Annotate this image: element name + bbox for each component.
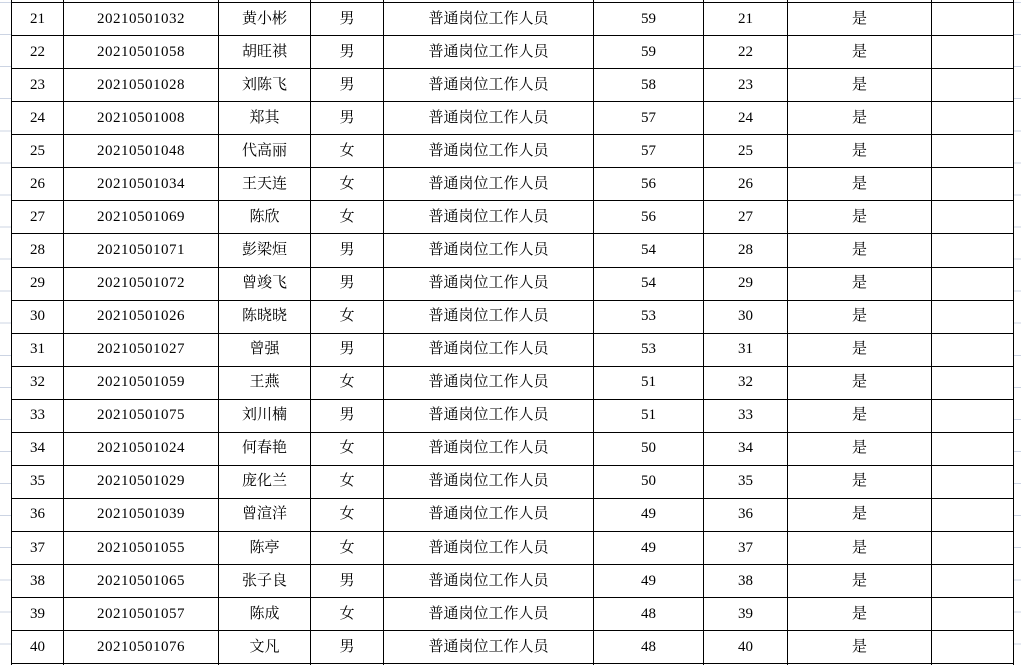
cell-rank[interactable]: 40: [704, 631, 788, 664]
cell-rank[interactable]: 29: [704, 267, 788, 300]
cell-index[interactable]: 27: [12, 201, 64, 234]
cell-name[interactable]: 文凡: [219, 631, 311, 664]
table-row: [12, 532, 1014, 565]
cell-exam_id[interactable]: 20210501048: [64, 135, 219, 168]
cell-position[interactable]: 普通岗位工作人员: [384, 267, 594, 300]
cell-position[interactable]: 普通岗位工作人员: [384, 366, 594, 399]
cell-gender[interactable]: 女: [311, 300, 384, 333]
cell-position[interactable]: 普通岗位工作人员: [384, 69, 594, 102]
table-row: [12, 432, 1014, 465]
cell-index[interactable]: 28: [12, 234, 64, 267]
cell-gender[interactable]: 女: [311, 366, 384, 399]
cell-qualified[interactable]: 是: [788, 432, 932, 465]
cell-score[interactable]: 51: [594, 366, 704, 399]
cell-blank[interactable]: [932, 267, 1014, 300]
cell-position[interactable]: 普通岗位工作人员: [384, 102, 594, 135]
cell-gender[interactable]: 男: [311, 399, 384, 432]
cell-score[interactable]: 51: [594, 399, 704, 432]
cell-exam_id[interactable]: 20210501024: [64, 432, 219, 465]
cell-rank[interactable]: 24: [704, 102, 788, 135]
cell-index[interactable]: 21: [12, 3, 64, 36]
table-row: [12, 300, 1014, 333]
cell-name[interactable]: 曾渲洋: [219, 498, 311, 531]
cell-index[interactable]: 36: [12, 498, 64, 531]
cell-gender[interactable]: 女: [311, 432, 384, 465]
cell-name[interactable]: 庞化兰: [219, 465, 311, 498]
cell-position[interactable]: 普通岗位工作人员: [384, 300, 594, 333]
cell-score[interactable]: 49: [594, 565, 704, 598]
cell-gender[interactable]: 男: [311, 36, 384, 69]
cell-index[interactable]: 38: [12, 565, 64, 598]
cell-name[interactable]: 陈欣: [219, 201, 311, 234]
cell-qualified[interactable]: 是: [788, 565, 932, 598]
cell-blank[interactable]: [932, 168, 1014, 201]
cell-score[interactable]: 59: [594, 36, 704, 69]
cell-blank[interactable]: [932, 432, 1014, 465]
cell-index[interactable]: 40: [12, 631, 64, 664]
cell-qualified[interactable]: 是: [788, 465, 932, 498]
table-row: [12, 3, 1014, 36]
cell-score[interactable]: 53: [594, 300, 704, 333]
cell-index[interactable]: 23: [12, 69, 64, 102]
cell-blank[interactable]: [932, 366, 1014, 399]
cell-blank[interactable]: [932, 498, 1014, 531]
cell-gender[interactable]: 男: [311, 631, 384, 664]
cell-blank[interactable]: [932, 532, 1014, 565]
cell-rank[interactable]: 21: [704, 3, 788, 36]
cell-name[interactable]: 王天连: [219, 168, 311, 201]
cell-qualified[interactable]: 是: [788, 532, 932, 565]
cell-exam_id[interactable]: 20210501026: [64, 300, 219, 333]
cell-rank[interactable]: 22: [704, 36, 788, 69]
cell-name[interactable]: 黄小彬: [219, 3, 311, 36]
cell-rank[interactable]: 25: [704, 135, 788, 168]
cell-gender[interactable]: 男: [311, 3, 384, 36]
cell-index[interactable]: 37: [12, 532, 64, 565]
table-row: [12, 598, 1014, 631]
cell-rank[interactable]: 39: [704, 598, 788, 631]
cell-exam_id[interactable]: 20210501069: [64, 201, 219, 234]
table-row: [12, 565, 1014, 598]
cell-blank[interactable]: [932, 399, 1014, 432]
cell-index[interactable]: 34: [12, 432, 64, 465]
cell-index[interactable]: 33: [12, 399, 64, 432]
table-row: [12, 267, 1014, 300]
sheet-gridlines-right-margin: [1014, 2, 1021, 645]
cell-score[interactable]: 54: [594, 267, 704, 300]
cell-rank[interactable]: 27: [704, 201, 788, 234]
cell-position[interactable]: 普通岗位工作人员: [384, 36, 594, 69]
cell-position[interactable]: 普通岗位工作人员: [384, 3, 594, 36]
cell-qualified[interactable]: 是: [788, 234, 932, 267]
cell-qualified[interactable]: 是: [788, 366, 932, 399]
cell-score[interactable]: 49: [594, 532, 704, 565]
cell-blank[interactable]: [932, 201, 1014, 234]
cell-index[interactable]: 39: [12, 598, 64, 631]
cell-name[interactable]: 王燕: [219, 366, 311, 399]
cell-qualified[interactable]: 是: [788, 333, 932, 366]
cell-qualified[interactable]: 是: [788, 598, 932, 631]
cell-rank[interactable]: 26: [704, 168, 788, 201]
cell-qualified[interactable]: 是: [788, 36, 932, 69]
table-row: [12, 36, 1014, 69]
cell-rank[interactable]: 30: [704, 300, 788, 333]
cell-gender[interactable]: 女: [311, 532, 384, 565]
cell-score[interactable]: 48: [594, 598, 704, 631]
table-row: [12, 135, 1014, 168]
cell-index[interactable]: 25: [12, 135, 64, 168]
cell-exam_id[interactable]: 20210501076: [64, 631, 219, 664]
cell-exam_id[interactable]: 20210501072: [64, 267, 219, 300]
cell-score[interactable]: 48: [594, 631, 704, 664]
cell-index[interactable]: 22: [12, 36, 64, 69]
cell-qualified[interactable]: 是: [788, 399, 932, 432]
cell-score[interactable]: 58: [594, 69, 704, 102]
table-row: [12, 69, 1014, 102]
cell-blank[interactable]: [932, 631, 1014, 664]
cell-qualified[interactable]: 是: [788, 135, 932, 168]
cell-blank[interactable]: [932, 135, 1014, 168]
cell-name[interactable]: 郑其: [219, 102, 311, 135]
cell-exam_id[interactable]: 20210501065: [64, 565, 219, 598]
cell-qualified[interactable]: 是: [788, 498, 932, 531]
cell-name[interactable]: 刘陈飞: [219, 69, 311, 102]
cell-qualified[interactable]: 是: [788, 168, 932, 201]
cell-exam_id[interactable]: 20210501075: [64, 399, 219, 432]
cell-name[interactable]: 张子良: [219, 565, 311, 598]
cell-exam_id[interactable]: 20210501071: [64, 234, 219, 267]
cell-name[interactable]: 曾强: [219, 333, 311, 366]
cell-position[interactable]: 普通岗位工作人员: [384, 432, 594, 465]
cell-exam_id[interactable]: 20210501057: [64, 598, 219, 631]
cell-exam_id[interactable]: 20210501058: [64, 36, 219, 69]
cell-index[interactable]: 31: [12, 333, 64, 366]
cell-index[interactable]: 30: [12, 300, 64, 333]
cell-score[interactable]: 56: [594, 201, 704, 234]
cell-exam_id[interactable]: 20210501059: [64, 366, 219, 399]
cell-qualified[interactable]: 是: [788, 631, 932, 664]
cell-index[interactable]: 35: [12, 465, 64, 498]
table-row: [12, 168, 1014, 201]
cell-index[interactable]: 24: [12, 102, 64, 135]
cell-position[interactable]: 普通岗位工作人员: [384, 565, 594, 598]
table-row: [12, 465, 1014, 498]
cell-gender[interactable]: 女: [311, 135, 384, 168]
cell-qualified[interactable]: 是: [788, 300, 932, 333]
cell-blank[interactable]: [932, 36, 1014, 69]
cell-score[interactable]: 57: [594, 102, 704, 135]
cell-exam_id[interactable]: 20210501029: [64, 465, 219, 498]
cell-score[interactable]: 53: [594, 333, 704, 366]
cell-score[interactable]: 49: [594, 498, 704, 531]
cell-gender[interactable]: 男: [311, 69, 384, 102]
cell-name[interactable]: 陈亭: [219, 532, 311, 565]
cell-position[interactable]: 普通岗位工作人员: [384, 465, 594, 498]
cell-score[interactable]: 56: [594, 168, 704, 201]
cell-qualified[interactable]: 是: [788, 3, 932, 36]
cell-blank[interactable]: [932, 3, 1014, 36]
cell-exam_id[interactable]: 20210501055: [64, 532, 219, 565]
cell-blank[interactable]: [932, 300, 1014, 333]
table-row: [12, 366, 1014, 399]
cell-qualified[interactable]: 是: [788, 201, 932, 234]
cell-name[interactable]: 彭梁烜: [219, 234, 311, 267]
cell-name[interactable]: 陈成: [219, 598, 311, 631]
table-row: [12, 333, 1014, 366]
cell-score[interactable]: 54: [594, 234, 704, 267]
cell-exam_id[interactable]: 20210501032: [64, 3, 219, 36]
cell-name[interactable]: 曾竣飞: [219, 267, 311, 300]
cell-exam_id[interactable]: 20210501028: [64, 69, 219, 102]
cell-qualified[interactable]: 是: [788, 267, 932, 300]
cell-position[interactable]: 普通岗位工作人员: [384, 333, 594, 366]
cell-score[interactable]: 50: [594, 465, 704, 498]
cell-gender[interactable]: 女: [311, 465, 384, 498]
cell-position[interactable]: 普通岗位工作人员: [384, 168, 594, 201]
cell-blank[interactable]: [932, 234, 1014, 267]
cell-position[interactable]: 普通岗位工作人员: [384, 399, 594, 432]
cell-qualified[interactable]: 是: [788, 69, 932, 102]
cell-gender[interactable]: 女: [311, 201, 384, 234]
cell-name[interactable]: 陈晓晓: [219, 300, 311, 333]
cell-name[interactable]: 胡旺祺: [219, 36, 311, 69]
cell-gender[interactable]: 男: [311, 565, 384, 598]
table-row: [12, 631, 1014, 664]
table-row: [12, 498, 1014, 531]
cell-index[interactable]: 29: [12, 267, 64, 300]
cell-gender[interactable]: 女: [311, 598, 384, 631]
cell-name[interactable]: 代高丽: [219, 135, 311, 168]
cell-rank[interactable]: 23: [704, 69, 788, 102]
cell-gender[interactable]: 男: [311, 234, 384, 267]
cell-blank[interactable]: [932, 465, 1014, 498]
cell-blank[interactable]: [932, 69, 1014, 102]
cell-score[interactable]: 57: [594, 135, 704, 168]
cell-position[interactable]: 普通岗位工作人员: [384, 498, 594, 531]
cell-rank[interactable]: 36: [704, 498, 788, 531]
sheet-gridlines-left-margin: [0, 2, 11, 645]
cell-gender[interactable]: 男: [311, 267, 384, 300]
cell-position[interactable]: 普通岗位工作人员: [384, 532, 594, 565]
table-row: [12, 234, 1014, 267]
cell-position[interactable]: 普通岗位工作人员: [384, 234, 594, 267]
cell-rank[interactable]: 38: [704, 565, 788, 598]
cell-position[interactable]: 普通岗位工作人员: [384, 135, 594, 168]
cell-rank[interactable]: 32: [704, 366, 788, 399]
table-row: [12, 399, 1014, 432]
cell-exam_id[interactable]: 20210501034: [64, 168, 219, 201]
cell-exam_id[interactable]: 20210501008: [64, 102, 219, 135]
cell-rank[interactable]: 34: [704, 432, 788, 465]
cell-exam_id[interactable]: 20210501027: [64, 333, 219, 366]
cell-rank[interactable]: 37: [704, 532, 788, 565]
cell-blank[interactable]: [932, 565, 1014, 598]
cell-blank[interactable]: [932, 333, 1014, 366]
table-row: [12, 102, 1014, 135]
cell-exam_id[interactable]: 20210501039: [64, 498, 219, 531]
cell-index[interactable]: 32: [12, 366, 64, 399]
cell-name[interactable]: 何春艳: [219, 432, 311, 465]
cell-index[interactable]: 26: [12, 168, 64, 201]
cell-score[interactable]: 50: [594, 432, 704, 465]
cell-qualified[interactable]: 是: [788, 102, 932, 135]
cell-rank[interactable]: 28: [704, 234, 788, 267]
cell-score[interactable]: 59: [594, 3, 704, 36]
candidate-score-table: [11, 0, 1014, 665]
table-row: [12, 201, 1014, 234]
cell-gender[interactable]: 女: [311, 168, 384, 201]
cell-gender[interactable]: 男: [311, 102, 384, 135]
cell-blank[interactable]: [932, 598, 1014, 631]
cell-rank[interactable]: 31: [704, 333, 788, 366]
cell-name[interactable]: 刘川楠: [219, 399, 311, 432]
cell-gender[interactable]: 女: [311, 498, 384, 531]
cell-position[interactable]: 普通岗位工作人员: [384, 598, 594, 631]
cell-position[interactable]: 普通岗位工作人员: [384, 631, 594, 664]
cell-gender[interactable]: 男: [311, 333, 384, 366]
cell-rank[interactable]: 35: [704, 465, 788, 498]
cell-rank[interactable]: 33: [704, 399, 788, 432]
cell-position[interactable]: 普通岗位工作人员: [384, 201, 594, 234]
cell-blank[interactable]: [932, 102, 1014, 135]
